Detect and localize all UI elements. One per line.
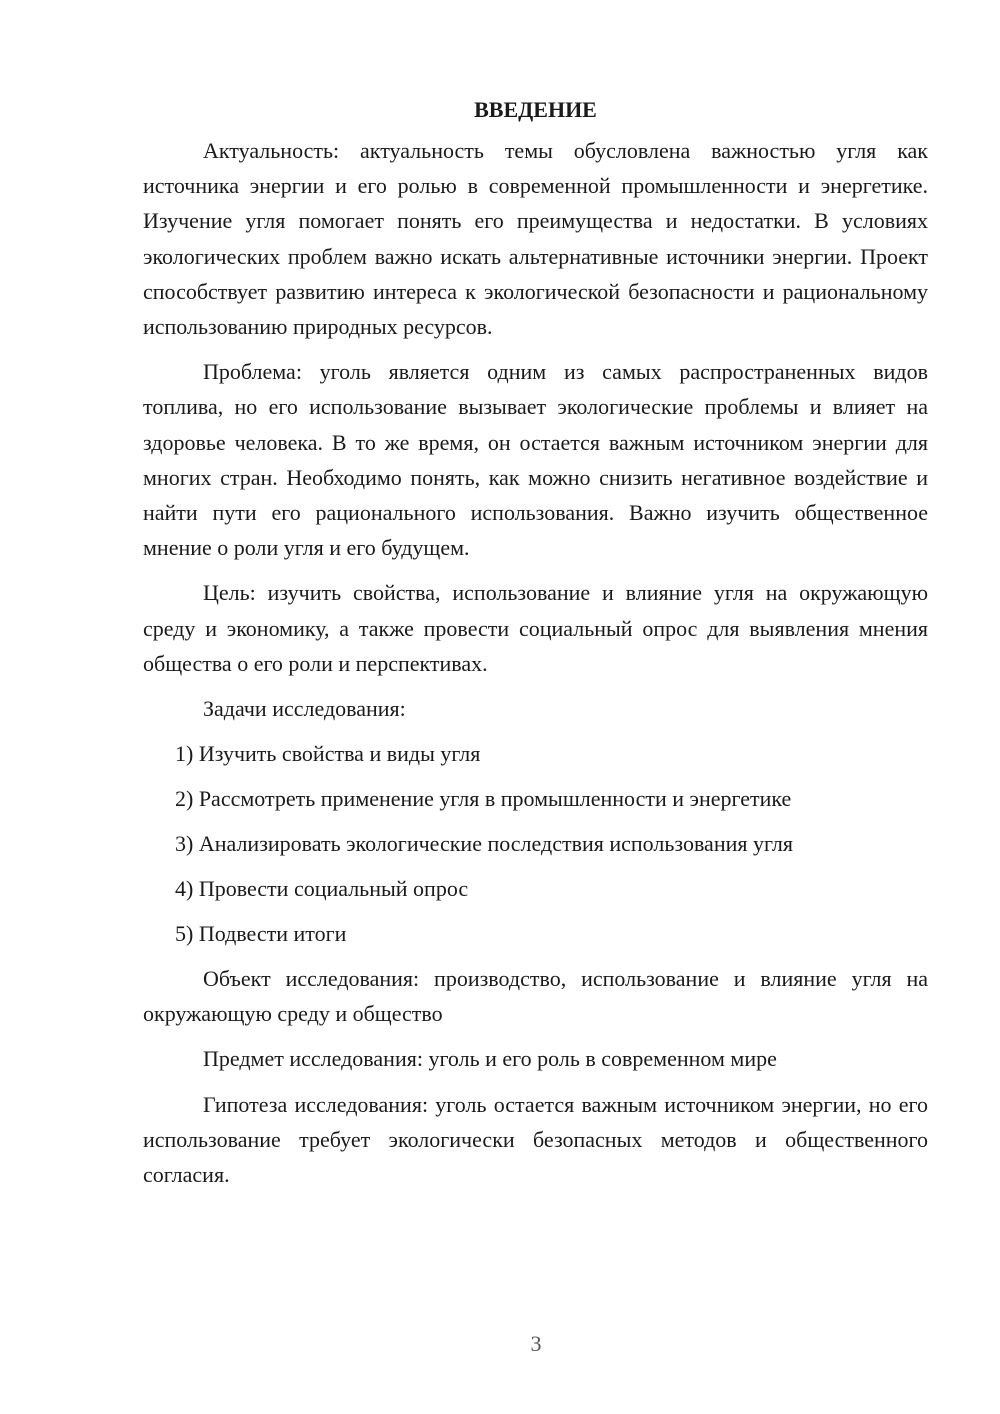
- paragraph-relevance: Актуальность: актуальность темы обусловлена важностью угля как источника энергии и его ролью в современной промышленности и энергетике. Изучение угля помогает понять его преимущества и недостатки. В условиях экологических проблем важно искать альтернативные источники энергии. Проект способствует развитию интереса к экологической безопасности и рациональному использованию природных ресурсов.: [143, 138, 928, 340]
- document-page: [143, 92, 928, 1202]
- page-title: ВВЕДЕНИЕ: [474, 97, 597, 122]
- tasks-heading: Задачи исследования:: [203, 696, 406, 722]
- tasks-list: [143, 736, 928, 951]
- paragraph-hypothesis: Гипотеза исследования: уголь остается важным источником энергии, но его использование требует экологически безопасных методов и общественного согласия.: [143, 1091, 928, 1188]
- list-item: 1) Изучить свойства и виды угля: [175, 741, 481, 767]
- list-item: 5) Подвести итоги: [175, 921, 347, 947]
- paragraph-object: Объект исследования: производство, использование и влияние угля на окружающую среду и общество: [143, 966, 928, 1027]
- paragraph-problem: Проблема: уголь является одним из самых распространенных видов топлива, но его использование вызывает экологические проблемы и влияет на здоровье человека. В то же время, он остается важным источником энергии для многих стран. Необходимо понять, как можно снизить негативное воздействие и найти пути его рационального использования. Важно изучить общественное мнение о роли угля и его будущем.: [143, 359, 928, 561]
- paragraph-goal: Цель: изучить свойства, использование и влияние угля на окружающую среду и экономику, а также провести социальный опрос для выявления мнения общества о его роли и перспективах.: [143, 580, 928, 676]
- list-item: 2) Рассмотреть применение угля в промышленности и энергетике: [175, 786, 792, 812]
- list-item: 3) Анализировать экологические последствия использования угля: [175, 831, 793, 857]
- list-item: 4) Провести социальный опрос: [175, 876, 469, 902]
- page-number: 3: [530, 1331, 542, 1356]
- paragraph-subject: Предмет исследования: уголь и его роль в современном мире: [203, 1046, 777, 1072]
